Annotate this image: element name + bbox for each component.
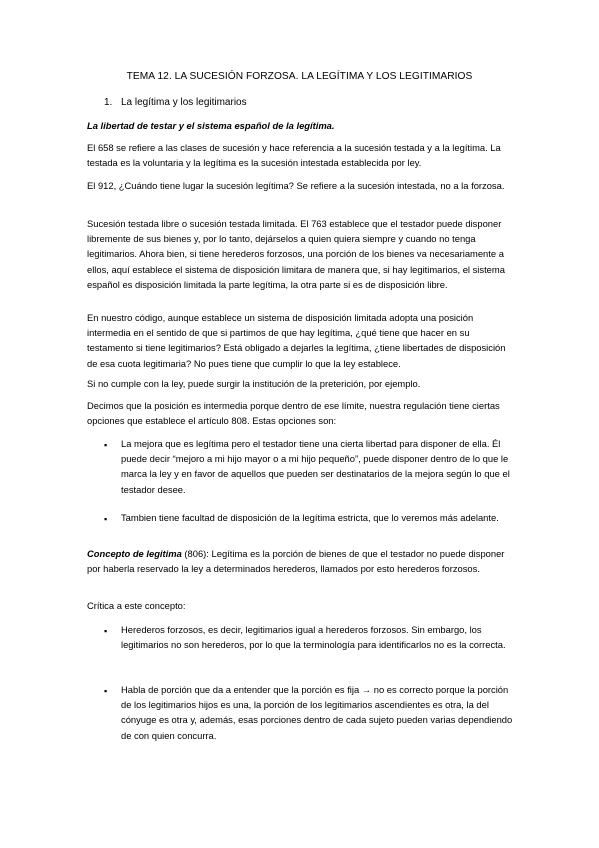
paragraph: Si no cumple con la ley, puede surgir la institución de la preterición, por ejemplo. bbox=[87, 378, 421, 389]
list-item: Habla de porción que da a entender que la porción es fija → no es correcto porque la porción de los legitimarios hijos es una, la porción de los legitimarios ascendientes es otra, la del cónyuge es otra y, además, esas porciones dentro de cada sujeto pueden varias dependiendo de con quien concurra. bbox=[121, 684, 513, 741]
critique-intro: Crítica a este concepto: bbox=[87, 600, 186, 611]
paragraph: En nuestro código, aunque establece un sistema de disposición limitada adopta una posición intermedia en el sentido de que si partimos de que hay legítima, ¿qué tiene que hacer en su testamento si tiene legitimarios? Está obligado a dejarles la legítima, ¿tiene libertades de disposición de esa cuota legitimaria? No pues tiene que cumplir lo que la ley establece. bbox=[87, 312, 506, 369]
bullet-marker: ▪ bbox=[104, 626, 108, 636]
concept-paragraph bbox=[87, 546, 517, 576]
concept-text: (806): Legítima es la porción de bienes de que el testador no puede disponer por haberla reservado la ley a determinados herederos, llamados por esto herederos forzosos. bbox=[87, 548, 505, 575]
section-number: 1. bbox=[104, 97, 113, 108]
list-item: La mejora que es legítima pero el testador tiene una cierta libertad para disponer de ella. Él puede decir “mejoro a mi hijo mayor o a mi hijo pequeño”, puede disponer dentro de lo que le marca la ley y en favor de aquellos que pueden ser destinatarios de la mejora según lo que el testador desee. bbox=[121, 438, 510, 495]
section-heading bbox=[104, 96, 247, 110]
bullet-marker: ▪ bbox=[104, 686, 108, 696]
paragraph: Sucesión testada libre o sucesión testada limitada. El 763 establece que el testador puede disponer libremente de sus bienes y, por lo tanto, dejárselos a quien quiera siempre y cuando no tenga legitimarios. Ahora bien, si tiene herederos forzosos, una porción de los bienes va necesariamente a ellos, aquí establece el sistema de disposición limitara de manera que, si hay legitimarios, el sistema español es disposición limitada la parte legítima, la otra parte si es de disposición libre. bbox=[87, 218, 505, 290]
section-label: La legítima y los legitimarios bbox=[121, 97, 247, 108]
concept-label: Concepto de legitima bbox=[87, 548, 182, 559]
list-item: Herederos forzosos, es decir, legitimarios igual a herederos forzosos. Sin embargo, los legitimarios no son herederos, por lo que la terminología para identificarlos no es la correcta. bbox=[121, 624, 506, 651]
list-item: Tambien tiene facultad de disposición de la legítima estricta, que lo veremos más adelante. bbox=[121, 512, 499, 523]
document-title: TEMA 12. LA SUCESIÓN FORZOSA. LA LEGÍTIMA Y LOS LEGITIMARIOS bbox=[126, 71, 473, 82]
bullet-marker: ▪ bbox=[104, 514, 108, 524]
paragraph: El 658 se refiere a las clases de sucesión y hace referencia a la sucesión testada y a la legítima. La testada es la voluntaria y la legítima es la sucesión intestada establecida por ley. bbox=[87, 142, 501, 169]
paragraph: El 912, ¿Cuándo tiene lugar la sucesión legítima? Se refiere a la sucesión intestada, no a la forzosa. bbox=[87, 180, 505, 191]
paragraph: Decimos que la posición es intermedia porque dentro de ese límite, nuestra regulación tiene ciertas opciones que establece el artículo 808. Estas opciones son: bbox=[87, 400, 500, 427]
subheading: La libertad de testar y el sistema español de la legítima. bbox=[87, 120, 335, 131]
bullet-marker: ▪ bbox=[104, 440, 108, 450]
